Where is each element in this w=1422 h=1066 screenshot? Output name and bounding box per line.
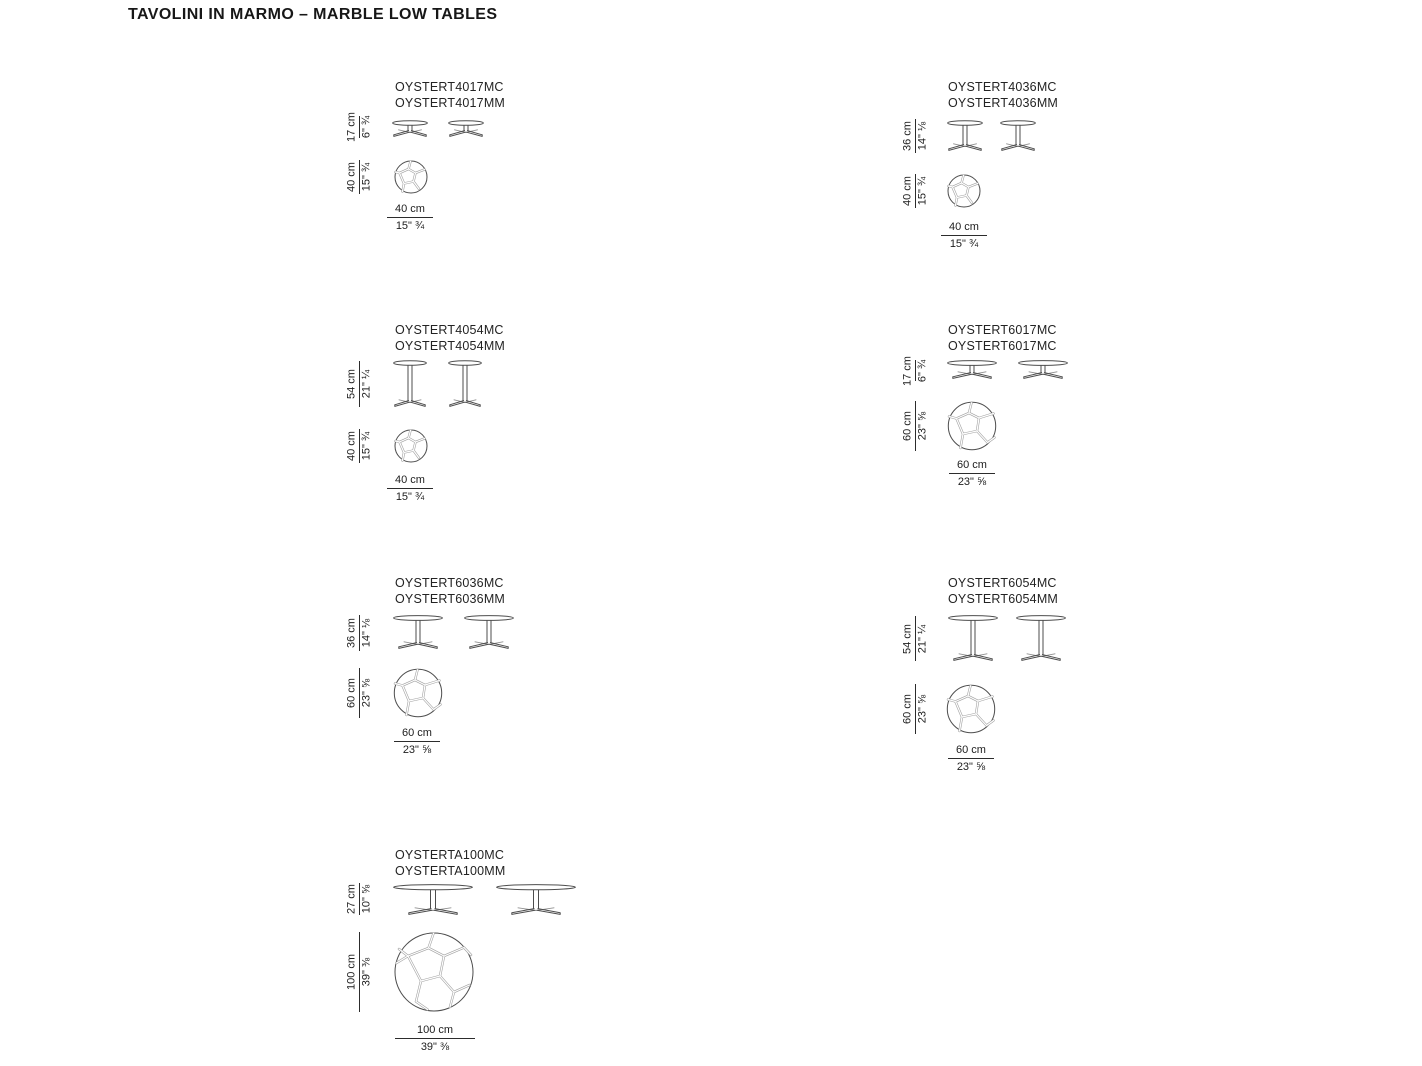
dimension-line: [941, 235, 987, 236]
width-inch-label: 15" ¾: [949, 238, 979, 250]
table-side-view: [464, 615, 514, 649]
height-cm-label: 17 cm: [901, 355, 914, 386]
height-dimension: [901, 355, 929, 386]
height-dimension: [903, 616, 929, 661]
width-inch-label: 23" ⅝: [956, 761, 986, 773]
dimension-line: [948, 758, 994, 759]
product-codes: [948, 322, 1057, 354]
height-inch-label: 14" ⅛: [360, 618, 373, 648]
product-code-line: OYSTERT4017MM: [395, 96, 506, 110]
width-cm-label: 60 cm: [957, 459, 987, 471]
height-cm-label: 27 cm: [345, 884, 358, 914]
height-inch-label: 14" ⅛: [916, 121, 929, 151]
width-dimension: [949, 459, 995, 489]
table-top-view: [394, 932, 474, 1012]
width-dimension: [395, 1024, 475, 1054]
diameter-dimension: [903, 401, 929, 451]
product-code-line: OYSTERT4036MM: [948, 96, 1059, 110]
product-code-line: OYSTERTA100MM: [395, 864, 506, 878]
table-side-view: [1018, 360, 1068, 379]
table-side-view: [1016, 615, 1066, 661]
dimension-line: [394, 741, 440, 742]
height-cm-label: 36 cm: [345, 618, 358, 648]
table-side-view: [947, 120, 983, 151]
diameter-inch-label: 23" ⅝: [916, 411, 929, 441]
table-top-view: [947, 174, 981, 208]
product-code-line: OYSTERT6017MC: [948, 339, 1057, 353]
product-code-line: OYSTERTA100MC: [395, 848, 505, 862]
dimension-line: [387, 217, 433, 218]
width-inch-label: 23" ⅝: [957, 476, 987, 488]
product-code-line: OYSTERT4036MC: [948, 80, 1057, 94]
width-inch-label: 39" ⅜: [420, 1041, 450, 1053]
diameter-inch-label: 39" ⅜: [360, 957, 373, 987]
width-dimension: [387, 474, 433, 504]
table-top-view: [946, 684, 996, 734]
width-dimension: [387, 203, 433, 233]
table-side-view: [496, 884, 576, 915]
diameter-cm-label: 60 cm: [901, 694, 914, 724]
width-cm-label: 100 cm: [416, 1024, 454, 1036]
product-codes: [395, 575, 505, 607]
product-code-line: OYSTERT4054MC: [395, 323, 504, 337]
dimension-line: [395, 1038, 475, 1039]
dimension-line: [387, 488, 433, 489]
height-inch-label: 6" ¾: [916, 359, 929, 382]
width-cm-label: 60 cm: [402, 727, 432, 739]
width-cm-label: 60 cm: [956, 744, 986, 756]
diameter-dimension: [903, 684, 929, 734]
product-codes: [395, 79, 505, 111]
width-dimension: [948, 744, 994, 774]
diameter-cm-label: 40 cm: [345, 162, 358, 192]
diameter-inch-label: 23" ⅝: [916, 694, 929, 724]
table-top-view: [393, 668, 443, 718]
table-top-view: [394, 160, 428, 194]
diameter-inch-label: 23" ⅝: [360, 678, 373, 708]
product-code-line: OYSTERT6054MM: [948, 592, 1059, 606]
diameter-inch-label: 15" ¾: [360, 431, 373, 461]
table-top-view: [947, 401, 997, 451]
product-code-line: OYSTERT4017MC: [395, 80, 504, 94]
height-dimension: [347, 361, 373, 407]
product-codes: [395, 847, 506, 879]
diameter-inch-label: 15" ¾: [916, 176, 929, 206]
diameter-dimension: [347, 668, 373, 718]
diameter-cm-label: 40 cm: [901, 176, 914, 206]
product-code-line: OYSTERT4054MM: [395, 339, 506, 353]
width-dimension: [941, 221, 987, 251]
product-code-line: OYSTERT6017MC: [948, 323, 1057, 337]
diameter-inch-label: 15" ¾: [360, 162, 373, 192]
product-codes: [948, 79, 1058, 111]
table-side-view: [448, 360, 482, 407]
width-inch-label: 23" ⅝: [402, 744, 432, 756]
table-side-view: [393, 884, 473, 915]
table-side-view: [393, 615, 443, 649]
diameter-cm-label: 60 cm: [901, 411, 914, 441]
diameter-cm-label: 60 cm: [345, 678, 358, 708]
width-cm-label: 40 cm: [395, 203, 425, 215]
diameter-dimension: [347, 429, 373, 463]
diameter-dimension: [347, 932, 373, 1012]
dimension-line: [949, 473, 995, 474]
height-cm-label: 54 cm: [901, 623, 914, 654]
product-code-line: OYSTERT6036MM: [395, 592, 506, 606]
height-cm-label: 36 cm: [901, 121, 914, 151]
table-side-view: [393, 360, 427, 407]
table-top-view: [394, 429, 428, 463]
height-inch-label: 21" ¼: [360, 369, 373, 399]
width-inch-label: 15" ¾: [395, 491, 425, 503]
width-dimension: [394, 727, 440, 757]
height-inch-label: 10" ⅝: [360, 884, 373, 914]
width-inch-label: 15" ¾: [395, 220, 425, 232]
width-cm-label: 40 cm: [949, 221, 979, 233]
width-cm-label: 40 cm: [395, 474, 425, 486]
height-inch-label: 6" ¾: [360, 115, 373, 139]
product-codes: [948, 575, 1058, 607]
product-codes: [395, 322, 505, 354]
table-side-view: [448, 120, 484, 137]
height-inch-label: 21" ¼: [916, 624, 929, 653]
height-cm-label: 54 cm: [345, 369, 358, 399]
table-side-view: [1000, 120, 1036, 151]
height-dimension: [347, 883, 373, 915]
table-side-view: [392, 120, 428, 137]
height-cm-label: 17 cm: [345, 112, 358, 142]
page-title: TAVOLINI IN MARMO – MARBLE LOW TABLES: [128, 6, 498, 23]
diameter-dimension: [903, 174, 929, 208]
diameter-cm-label: 100 cm: [345, 953, 358, 991]
height-dimension: [347, 615, 373, 651]
height-dimension: [345, 112, 373, 142]
diameter-dimension: [347, 160, 373, 194]
table-side-view: [947, 360, 997, 379]
table-side-view: [948, 615, 998, 661]
height-dimension: [903, 119, 929, 153]
product-code-line: OYSTERT6054MC: [948, 576, 1057, 590]
product-code-line: OYSTERT6036MC: [395, 576, 504, 590]
diameter-cm-label: 40 cm: [345, 431, 358, 461]
